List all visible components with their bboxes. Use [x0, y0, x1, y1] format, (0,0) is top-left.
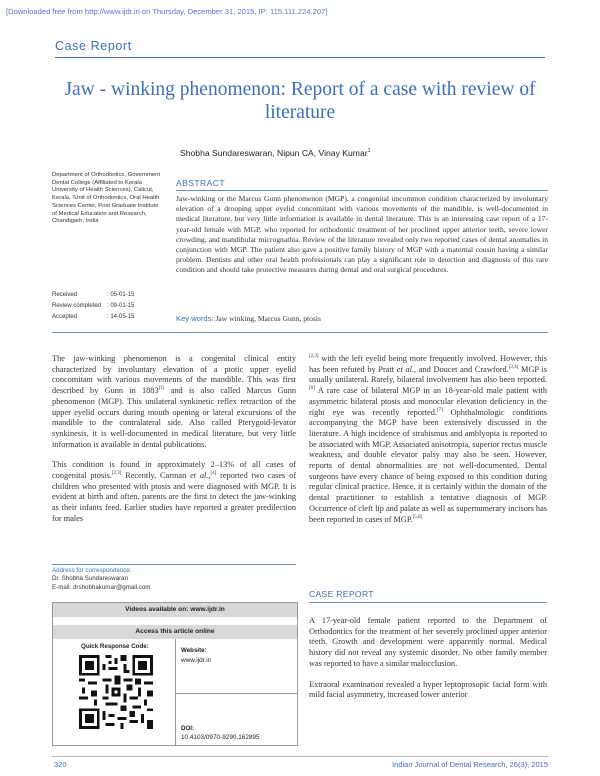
- page-number: 320: [54, 760, 67, 769]
- text-run: , and Doucet and Crawford.: [414, 364, 509, 374]
- keywords-divider: [52, 332, 548, 333]
- text-run: with the left eyelid being more frequently involved. However, this has been refuted by Pratt: [309, 354, 547, 374]
- date-row-review-completed: [52, 301, 134, 312]
- text-run: reported two cases of children who presented with ptosis and were diagnosed with MGP. It is evident at birth and often, parents are the first to detect the jaw-winking as their infants feed. Earlier studies have reported a greater predilection for males: [52, 471, 296, 523]
- date-value: : 09-01-15: [107, 303, 135, 309]
- article-dates: [52, 290, 134, 323]
- text-run-italic: et al.,: [190, 471, 211, 481]
- qr-code-icon[interactable]: [79, 655, 153, 729]
- case-report-body: [309, 616, 547, 701]
- case-report-divider: [309, 602, 547, 603]
- date-value: : 14-05-15: [107, 314, 135, 320]
- text-run: and is also called Marcus Gunn phenomenon (MGP). This unilateral synkinetic reflex retraction of the upper eyelid occurs during mouth opening or lateral excursions of the mandible to the contralateral side. Also called Pterygoid-levator synkinesis, it is well-documented in medical literature, but very little information is available in dental publications.: [52, 386, 296, 449]
- author-names: Shobha Sundareswaran, Nipun CA, Vinay Kumar: [180, 148, 368, 158]
- date-row-accepted: [52, 312, 134, 323]
- keywords-text: Jaw winking, Marcus Gunn, ptosis: [215, 314, 321, 323]
- box-divider-vertical: [175, 639, 176, 745]
- text-run-italic: et al.: [396, 364, 415, 374]
- videos-available-bar[interactable]: Videos available on: www.ijdr.in: [53, 603, 297, 617]
- correspondence-name: Dr. Shobha Sundareswaran: [52, 575, 129, 583]
- keywords: [176, 314, 548, 323]
- text-run: This condition is found in approximately 2–13% of all cases of congenital ptosis.: [52, 460, 296, 481]
- date-row-received: [52, 290, 134, 301]
- correspondence-divider: [52, 564, 296, 565]
- citation: [7]: [436, 407, 443, 413]
- article-access-box: [52, 602, 298, 746]
- citation: [2,3]: [111, 471, 122, 477]
- access-online-heading: Access this article online: [53, 625, 297, 639]
- download-banner: [Downloaded free from http://www.ijdr.in on Thursday, December 31, 2015, IP: 115.111.224.207]: [6, 7, 328, 16]
- citation: [3,4]: [508, 364, 519, 370]
- doi-value[interactable]: 10.4103/0970-9290.162895: [181, 734, 260, 741]
- box-divider-horizontal: [175, 693, 297, 694]
- journal-citation: Indian Journal of Dental Research, 26(3), 2015: [392, 760, 548, 769]
- correspondence-label: Address for correspondence:: [52, 567, 132, 574]
- qr-code-label: Quick Response Code:: [81, 643, 149, 650]
- website-link[interactable]: www.ijdr.in: [181, 657, 212, 664]
- doi-label: DOI:: [181, 725, 195, 732]
- correspondence-block: [52, 567, 150, 592]
- case-paragraph-1: A 17-year-old female patient reported to the Department of Orthodontics for the treatment of her severely proclined upper anterior teeth. Growth and development were apparently normal. Medical history did not reveal any systemic disorder. No other family member was reported to have a similar malocclusion.: [309, 616, 547, 668]
- keywords-label: Key words:: [176, 314, 214, 323]
- abstract-heading: ABSTRACT: [176, 178, 226, 188]
- body-paragraph-2: [52, 460, 296, 524]
- abstract-text: Jaw-winking or the Marcus Gunn phenomenon (MGP), a congenital uncommon condition characterized by involuntary elevation of a drooping upper eyelid concomitant with various movements of the mandible, is well-documented in medical literature, but very little information is available in dental literature. This is an interesting case report of a 17-year-old female with MGP, who reported for orthodontic treatment of her proclined upper anterior teeth, severe lower crowding, and mandibular micrognathia. Review of the literature revealed only two reported cases of dental anomalies in conjunction with MGP. The patient also gave a positive family history of MGP with a maternal cousin having a similar problem. Dentists and other oral health professionals can play a significant role in detection and diagnosis of this rare condition and should take protective measures during dental and oral surgical procedures.: [176, 194, 548, 275]
- body-paragraph-1: [52, 354, 296, 450]
- citation: [5,8]: [412, 514, 423, 520]
- body-paragraph-2-continued: [309, 354, 547, 525]
- date-value: : 05-01-15: [107, 292, 135, 298]
- text-run: The jaw-winking phenomenon is a congenital clinical entity characterized by involuntary elevation of a ptotic upper eyelid concomitant with various movements of the mandible. This was first described by Gunn in 1883: [52, 354, 296, 396]
- citation: [6]: [309, 386, 315, 392]
- date-label: Review completed: [52, 303, 102, 309]
- footer-divider: [52, 756, 548, 757]
- text-run: A rare case of bilateral MGP in an 18-year-old male patient with asymmetric bilateral ptosis and monocular elevation deficiency in the right eye was recently reported.: [309, 386, 547, 417]
- article-title: Jaw - winking phenomenon: Report of a case with review of literature: [64, 79, 536, 123]
- affiliation: Department of Orthodontics, Government Dental College (Affiliated to Kerala University of Health Sciences), Calicut, Kerala, ¹Unit of Orthodontics, Oral Health Sciences Center, Post Graduate Institute of Medical Education and Research, Chandigarh, India: [52, 172, 161, 225]
- citation: [1]: [158, 386, 165, 392]
- date-label: Accepted: [52, 314, 78, 320]
- author-affiliation-mark: 1: [367, 148, 371, 155]
- text-run: Ophthalmologic conditions accompanying the MGP have been extensively discussed in the literature. A high incidence of strabismus and amblyopia is reported to be associated with MGP. Associated anisotropia, superior rectus muscle weakness, and double elevator palsy may also be seen. However, reports of dental abnormalities are not well-documented. Dental surgeons have every chance of being exposed to this condition during regular clinical practice. Hence, it is certainly within the domain of the dental practitioner to establish a tentative diagnosis of MGP. Occurrence of cleft lip and palate as well as supernumerary incisors has been reported in cases of MGP.: [309, 407, 547, 524]
- case-report-heading: CASE REPORT: [309, 589, 374, 599]
- text-run: Recently, Carman: [121, 471, 191, 481]
- correspondence-email[interactable]: E-mail: drshobhakumar@gmail.com: [52, 583, 151, 591]
- case-paragraph-2: Extraoral examination revealed a hyper leptoprosopic facial form with mild facial asymmetry, increased lower anterior: [309, 679, 547, 700]
- date-label: Received: [52, 292, 78, 298]
- citation: [2,3]: [309, 354, 319, 360]
- section-label: Case Report: [55, 39, 132, 53]
- text-run: MGP is usually unilateral. Rarely, bilateral involvement has also been reported.: [309, 364, 547, 385]
- author-list: [180, 148, 370, 158]
- section-divider: [55, 57, 545, 58]
- citation: [4]: [210, 471, 217, 477]
- body-right-column: [309, 354, 547, 525]
- website-label: Website:: [181, 647, 207, 654]
- abstract-divider: [176, 190, 548, 191]
- body-left-column: [52, 354, 296, 525]
